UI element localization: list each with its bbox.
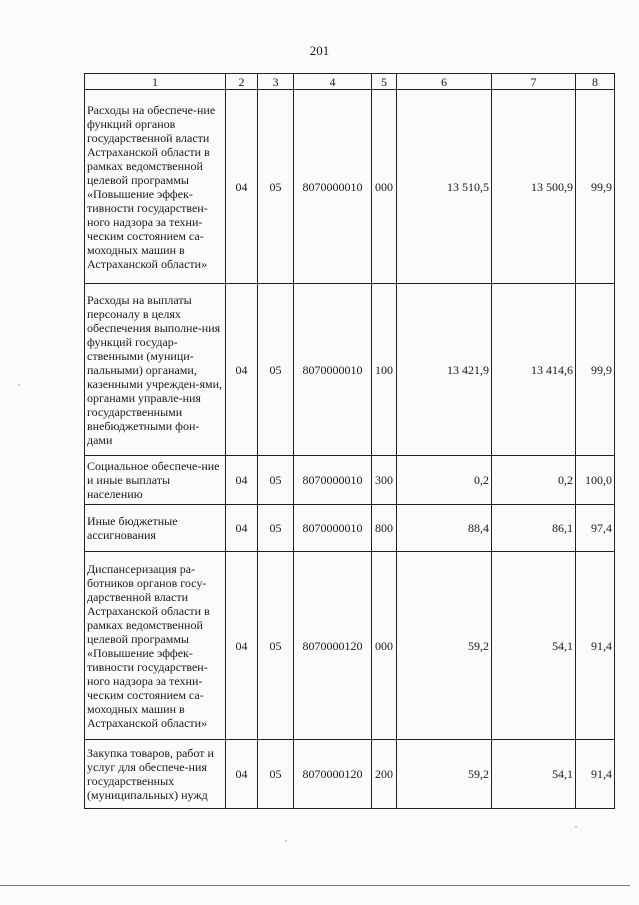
target-article-code: 8070000010 — [294, 284, 372, 456]
expense-type-code: 000 — [372, 90, 397, 284]
execution-percent: 100,0 — [576, 456, 615, 505]
section-code: 04 — [226, 740, 258, 809]
planned-amount: 0,2 — [397, 456, 492, 505]
scan-speck — [285, 840, 287, 842]
planned-amount: 59,2 — [397, 740, 492, 809]
actual-amount: 86,1 — [492, 505, 576, 552]
actual-amount: 54,1 — [492, 740, 576, 809]
expense-type-code: 100 — [372, 284, 397, 456]
expense-type-code: 200 — [372, 740, 397, 809]
actual-amount: 54,1 — [492, 552, 576, 740]
execution-percent: 97,4 — [576, 505, 615, 552]
target-article-code: 8070000120 — [294, 740, 372, 809]
table-row — [85, 456, 615, 505]
actual-amount: 13 414,6 — [492, 284, 576, 456]
subsection-code: 05 — [258, 284, 294, 456]
expense-name: Иные бюджетные ассигнования — [85, 505, 226, 552]
expense-type-code: 800 — [372, 505, 397, 552]
scan-speck — [18, 384, 20, 386]
subsection-code: 05 — [258, 740, 294, 809]
column-header-8: 8 — [576, 74, 615, 90]
section-code: 04 — [226, 505, 258, 552]
page-number: 201 — [309, 43, 330, 58]
subsection-code: 05 — [258, 552, 294, 740]
column-header-2: 2 — [226, 74, 258, 90]
section-code: 04 — [226, 90, 258, 284]
budget-table — [84, 73, 615, 809]
subsection-code: 05 — [258, 505, 294, 552]
target-article-code: 8070000010 — [294, 456, 372, 505]
subsection-code: 05 — [258, 456, 294, 505]
expense-name: Социальное обеспече-ние и иные выплаты населению — [85, 456, 226, 505]
expense-name: Расходы на обеспече-ние функций органов государственной власти Астраханской области в рамках ведомственной целевой программы «Повышение эффек-тивности государствен-ного надзора за техни-ческим состоянием са-моходных машин в Астраханской области» — [85, 90, 226, 284]
column-header-7: 7 — [492, 74, 576, 90]
expense-type-code: 000 — [372, 552, 397, 740]
target-article-code: 8070000120 — [294, 552, 372, 740]
table-row — [85, 505, 615, 552]
table-row — [85, 552, 615, 740]
expense-name: Закупка товаров, работ и услуг для обеспече-ния государственных (муниципальных) нужд — [85, 740, 226, 809]
scan-bottom-rule — [0, 885, 630, 886]
column-header-1: 1 — [85, 74, 226, 90]
column-header-5: 5 — [372, 74, 397, 90]
planned-amount: 13 510,5 — [397, 90, 492, 284]
table-row — [85, 90, 615, 284]
expense-name: Расходы на выплаты персоналу в целях обеспечения выполне-ния функций государ-ственными (муници-пальными) органами, казенными учрежден-ями, органами управле-ния государственными внебюджетными фон-дами — [85, 284, 226, 456]
actual-amount: 0,2 — [492, 456, 576, 505]
execution-percent: 91,4 — [576, 552, 615, 740]
column-header-3: 3 — [258, 74, 294, 90]
planned-amount: 13 421,9 — [397, 284, 492, 456]
subsection-code: 05 — [258, 90, 294, 284]
table-row — [85, 284, 615, 456]
execution-percent: 99,9 — [576, 284, 615, 456]
section-code: 04 — [226, 552, 258, 740]
target-article-code: 8070000010 — [294, 90, 372, 284]
planned-amount: 88,4 — [397, 505, 492, 552]
scan-speck — [575, 826, 577, 828]
actual-amount: 13 500,9 — [492, 90, 576, 284]
expense-type-code: 300 — [372, 456, 397, 505]
column-header-4: 4 — [294, 74, 372, 90]
target-article-code: 8070000010 — [294, 505, 372, 552]
expense-name: Диспансеризация ра-ботников органов госу-дарственной власти Астраханской области в рамках ведомственной целевой программы «Повышение эффек-тивности государствен-ного надзора за техни-ческим состоянием са-моходных машин в Астраханской области» — [85, 552, 226, 740]
execution-percent: 99,9 — [576, 90, 615, 284]
column-header-6: 6 — [397, 74, 492, 90]
planned-amount: 59,2 — [397, 552, 492, 740]
execution-percent: 91,4 — [576, 740, 615, 809]
section-code: 04 — [226, 456, 258, 505]
table-header-row — [85, 74, 615, 90]
section-code: 04 — [226, 284, 258, 456]
table-row — [85, 740, 615, 809]
